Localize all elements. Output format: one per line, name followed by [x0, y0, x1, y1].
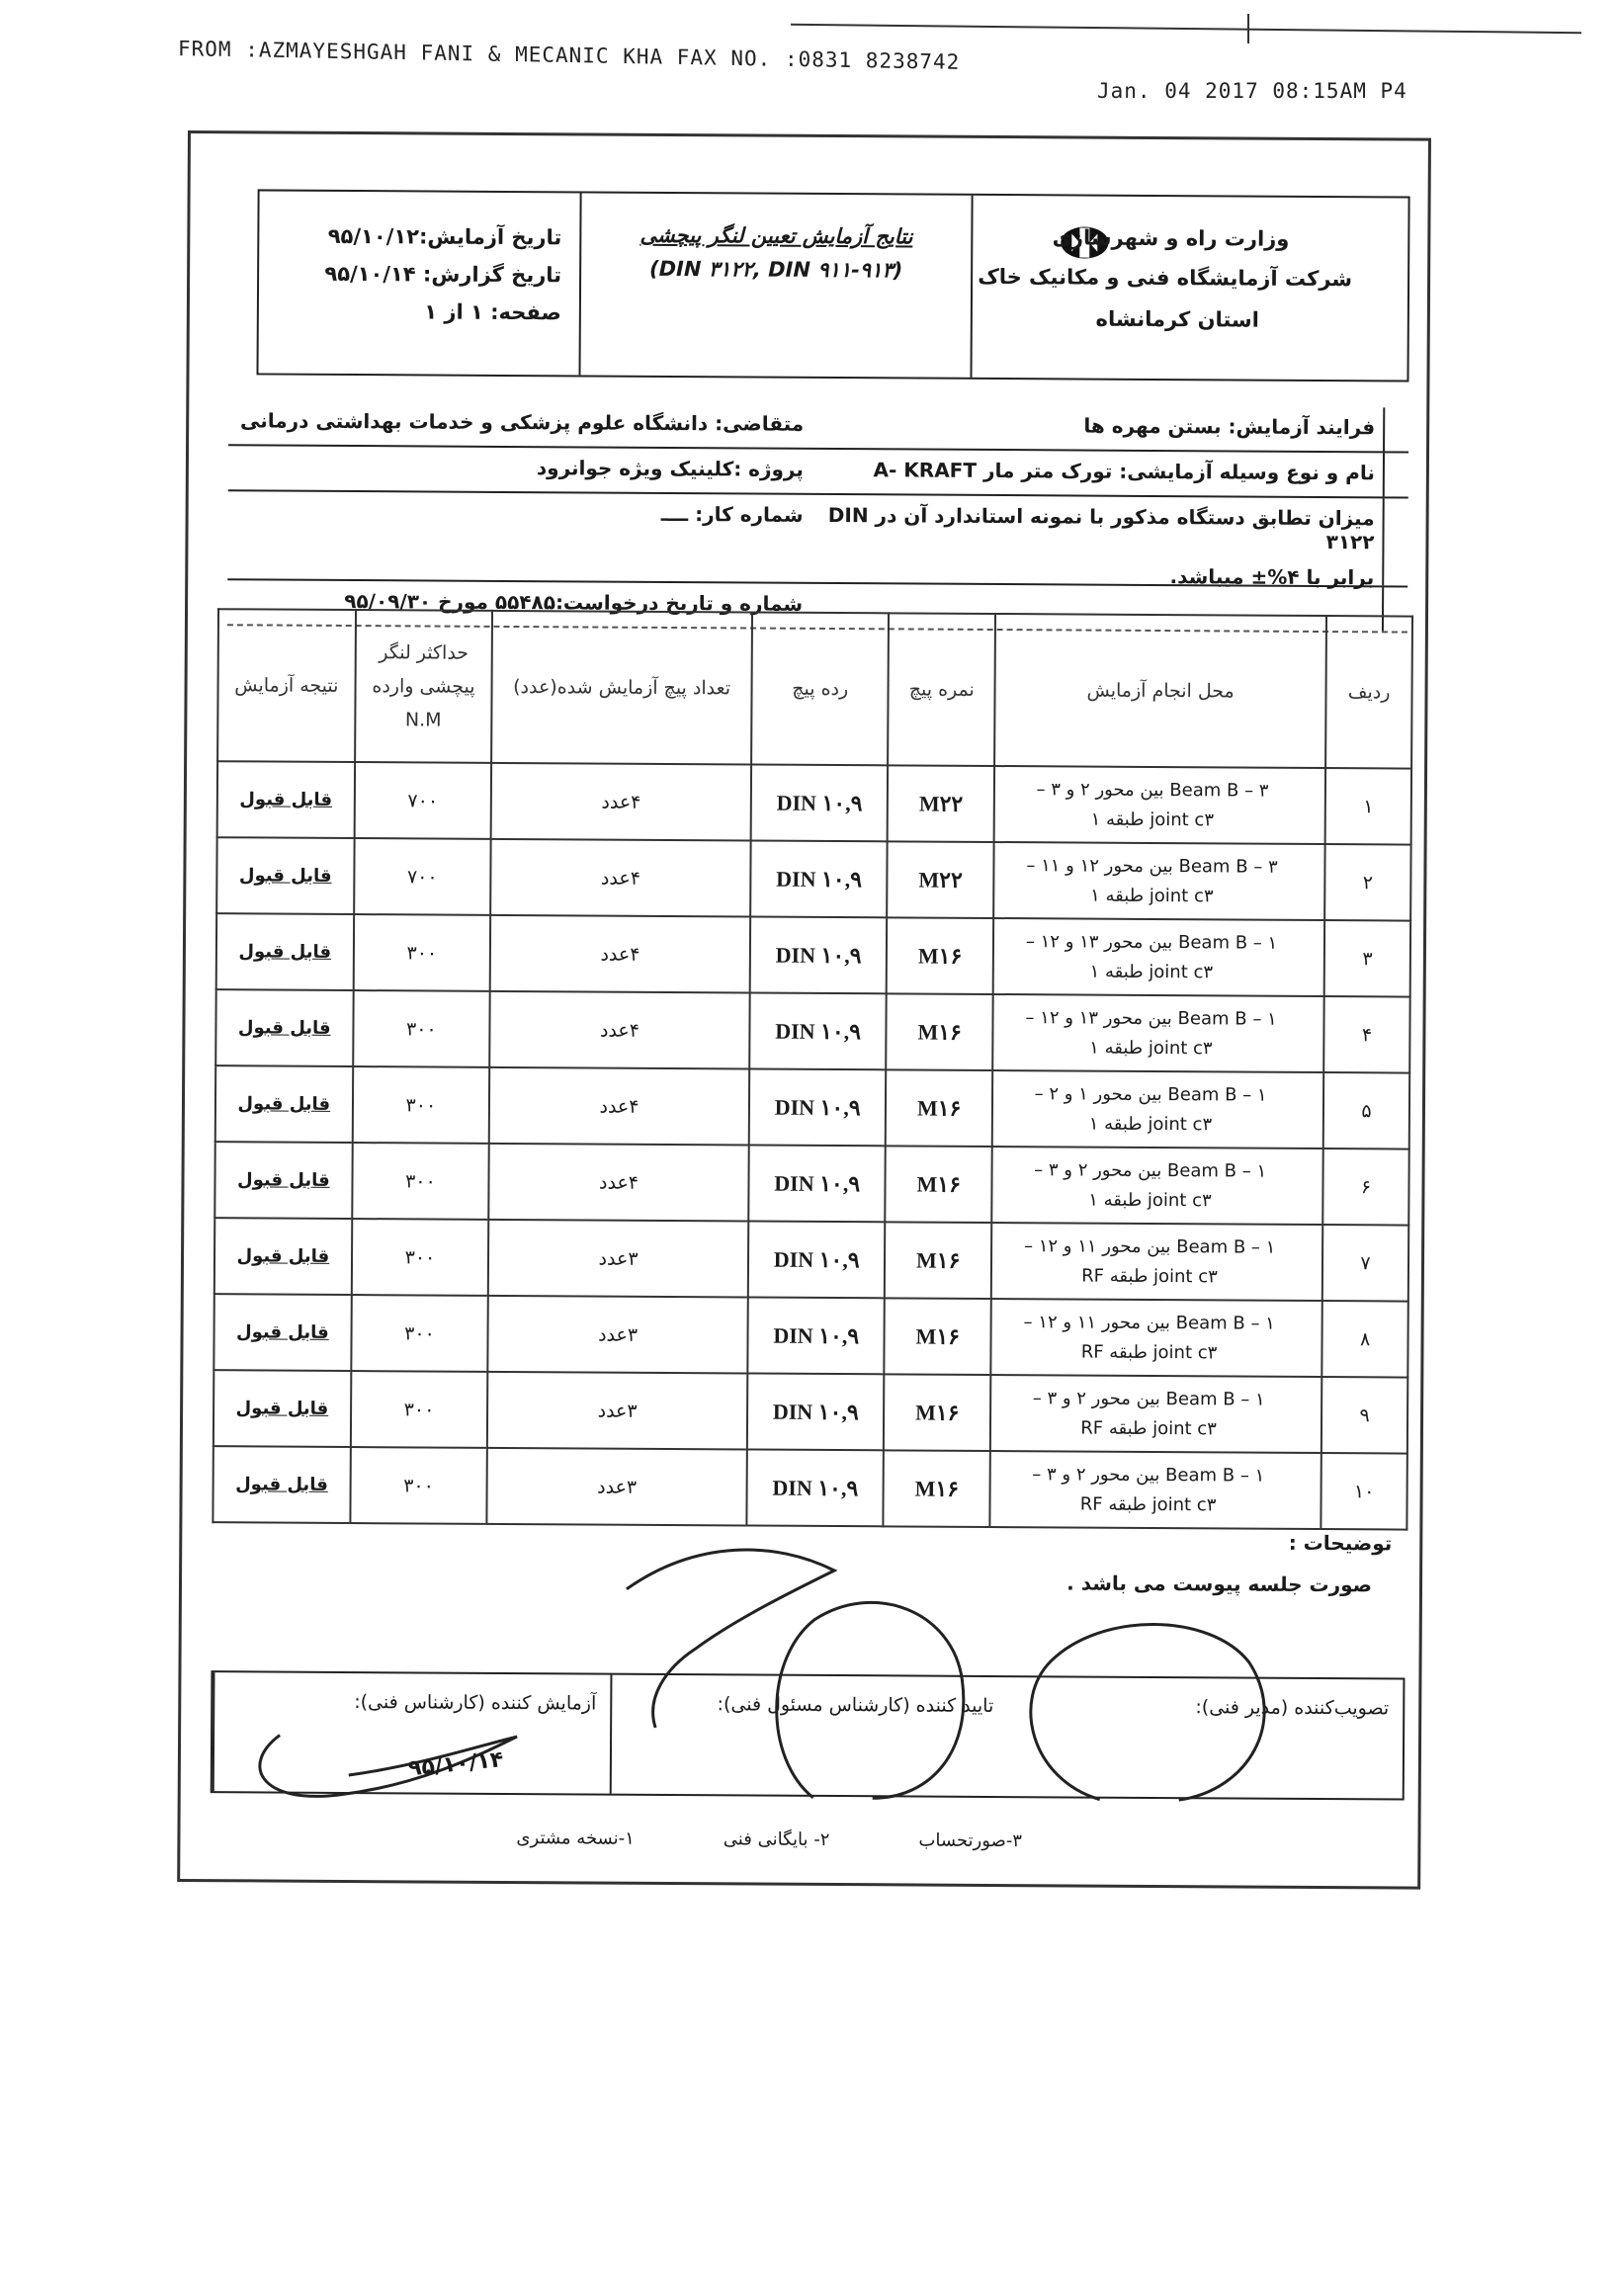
cell-row-number: ۶: [1322, 1148, 1408, 1226]
location-line: joint c۳ طبقه ۱: [1089, 961, 1214, 982]
cell-bolt-count: ۴عدد: [490, 839, 750, 917]
cell-test-result: قابل قبول: [214, 1142, 352, 1219]
report-title-block: [578, 193, 971, 377]
info-row: [228, 446, 1408, 498]
info-row: [227, 491, 1408, 590]
cell-bolt-grade: DIN ۱۰,۹: [751, 764, 889, 841]
location-line: joint c۳ طبقه RF: [1080, 1341, 1218, 1363]
copy-customer: ۱-نسخه مشتری: [516, 1828, 635, 1849]
col-nut: نمره پیچ: [889, 613, 995, 766]
signature-verifier: تایید کننده (کارشناس مسئول فنی):: [610, 1675, 1008, 1796]
cell-nut-size: M۱۶: [884, 1450, 990, 1527]
copy-archive: ۲- بایگانی فنی: [723, 1828, 830, 1850]
org-ministry: وزارت راه و شهرسازی: [1052, 225, 1290, 251]
signature-tester: آزمایش کننده (کارشناس فنی):: [213, 1672, 611, 1793]
cell-test-result: قابل قبول: [214, 1218, 352, 1295]
col-count: تعداد پیچ آزمایش شده(عدد): [491, 611, 752, 765]
cell-bolt-grade: DIN ۱۰,۹: [750, 840, 888, 917]
cell-location: [990, 1375, 1322, 1453]
cell-max-torque: ۳۰۰: [351, 1371, 488, 1448]
cell-row-number: ۴: [1323, 996, 1409, 1073]
cell-max-torque: ۳۰۰: [352, 1066, 489, 1144]
cell-bolt-grade: DIN ۱۰,۹: [747, 1373, 885, 1450]
cell-location: [989, 1451, 1321, 1529]
col-location: محل انجام آزمایش: [994, 614, 1326, 768]
cell-bolt-grade: DIN ۱۰,۹: [747, 1297, 885, 1374]
test-process: فرایند آزمایش: بستن مهره ها: [811, 404, 1385, 452]
cell-bolt-count: ۴عدد: [489, 991, 749, 1069]
copy-invoice: ۳-صورتحساب: [918, 1829, 1023, 1852]
cell-test-result: قابل قبول: [215, 1065, 353, 1143]
location-line: ۱ – Beam B بین محور ۱۳ و ۱۲ –: [1025, 930, 1278, 954]
cell-max-torque: ۷۰۰: [354, 762, 491, 839]
cell-nut-size: M۱۶: [885, 1222, 991, 1299]
location-line: ۱ – Beam B بین محور ۱ و ۲ –: [1034, 1082, 1267, 1106]
cell-bolt-grade: DIN ۱۰,۹: [746, 1449, 884, 1526]
cell-location: [991, 1147, 1323, 1225]
table-header-row: [217, 609, 1412, 768]
table-row: [215, 1065, 1409, 1148]
fax-datetime: Jan. 04 2017 08:15AM P4: [1097, 79, 1407, 103]
cell-bolt-count: ۴عدد: [490, 915, 750, 993]
table-row: [216, 837, 1410, 920]
fax-from-line: FROM :AZMAYESHGAH FANI & MECANIC KHA FAX NO. :0831 8238742: [178, 37, 961, 74]
compliance-line-2: برابر با ۴%± میباشد.: [1169, 564, 1375, 590]
col-row: ردیف: [1325, 616, 1412, 769]
cell-nut-size: M۱۶: [886, 1069, 992, 1147]
cell-row-number: ۳: [1324, 920, 1410, 997]
cell-max-torque: ۷۰۰: [354, 838, 491, 915]
cell-nut-size: M۱۶: [884, 1374, 990, 1451]
signature-approver: تصویب‌کننده (مدیر فنی):: [1195, 1696, 1390, 1720]
report-date: تاریخ گزارش: ۹۵/۱۰/۱۴: [324, 261, 562, 288]
cell-row-number: ۱۰: [1321, 1453, 1407, 1530]
request-number-date: شماره و تاریخ درخواست:۵۵۴۸۵ مورخ ۹۵/۰۹/۳۰: [344, 588, 804, 616]
cell-nut-size: M۱۶: [887, 917, 993, 994]
org-company: شرکت آزمایشگاه فنی و مکانیک خاک: [978, 264, 1353, 292]
handwritten-approval-date: ۹۵/۱۰/۱۴: [406, 1746, 505, 1782]
cell-test-result: قابل قبول: [215, 989, 353, 1066]
test-device: نام و نوع وسیله آزمایشی: تورک متر مار A- KRAFT: [811, 450, 1385, 497]
col-grade: رده پیچ: [751, 612, 890, 765]
cell-nut-size: M۲۲: [888, 765, 994, 842]
cell-bolt-count: ۳عدد: [487, 1448, 747, 1526]
report-dates: [259, 191, 580, 375]
notes: [1066, 1520, 1392, 1605]
cell-bolt-count: ۳عدد: [488, 1220, 748, 1298]
cell-bolt-count: ۴عدد: [489, 1067, 749, 1146]
copy-distribution: [516, 1828, 1376, 1853]
cell-max-torque: ۳۰۰: [352, 1143, 489, 1220]
cell-row-number: ۸: [1321, 1301, 1407, 1378]
test-date: تاریخ آزمایش:۹۵/۱۰/۱۲: [327, 223, 562, 250]
cell-max-torque: ۳۰۰: [351, 1295, 488, 1372]
cell-row-number: ۲: [1324, 844, 1410, 921]
table-row: [214, 1142, 1408, 1225]
compliance-line-1: میزان تطابق دستگاه مذکور با نمونه استاندارد آن در DIN ۳۱۲۲: [827, 502, 1375, 554]
cell-row-number: ۱: [1325, 768, 1411, 845]
cell-location: [992, 994, 1324, 1072]
cell-bolt-grade: DIN ۱۰,۹: [749, 992, 887, 1069]
cell-bolt-count: ۴عدد: [491, 763, 751, 841]
cell-bolt-grade: DIN ۱۰,۹: [748, 1145, 886, 1222]
cell-nut-size: M۱۶: [885, 1298, 991, 1375]
cell-row-number: ۹: [1321, 1377, 1407, 1454]
cell-row-number: ۷: [1322, 1225, 1408, 1302]
cell-nut-size: M۲۲: [888, 841, 994, 918]
cell-bolt-grade: DIN ۱۰,۹: [750, 916, 888, 993]
cell-nut-size: M۱۶: [886, 1146, 992, 1223]
cell-max-torque: ۳۰۰: [353, 990, 490, 1067]
signature-row: [211, 1670, 1406, 1800]
col-result: نتیجه آزمایش: [217, 609, 356, 762]
applicant: متقاضی: دانشگاه علوم پزشکی و خدمات بهداشتی درمانی: [239, 408, 805, 436]
cell-bolt-grade: DIN ۱۰,۹: [749, 1068, 887, 1146]
cell-location: [993, 918, 1325, 996]
location-line: ۳ – Beam B بین محور ۲ و ۳ –: [1036, 778, 1269, 802]
table-row: [213, 1294, 1407, 1377]
cell-test-result: قابل قبول: [213, 1294, 351, 1371]
cell-location: [990, 1299, 1322, 1377]
device-compliance: [810, 495, 1385, 590]
col-torque: حداکثر لنگر پیچشی وارده N.M: [355, 610, 493, 763]
notes-label: توضیحات :: [1288, 1530, 1393, 1556]
cell-bolt-count: ۴عدد: [488, 1144, 748, 1222]
cell-bolt-grade: DIN ۱۰,۹: [748, 1221, 886, 1298]
cell-location: [991, 1223, 1323, 1301]
location-line: ۱ – Beam B بین محور ۱۱ و ۱۲ –: [1023, 1311, 1275, 1334]
cell-max-torque: ۳۰۰: [350, 1447, 487, 1524]
cell-row-number: ۵: [1323, 1072, 1409, 1149]
info-row: [228, 400, 1408, 453]
location-line: joint c۳ طبقه RF: [1081, 1265, 1218, 1287]
report-header: [256, 189, 1409, 382]
cell-test-result: قابل قبول: [216, 837, 354, 914]
table-row: [216, 913, 1410, 996]
cell-max-torque: ۳۰۰: [353, 914, 490, 991]
fax-top-rule: [791, 24, 1581, 34]
cell-test-result: قابل قبول: [213, 1370, 351, 1447]
org-province: استان کرمانشاه: [1095, 306, 1259, 332]
report-title: نتایج آزمایش تعیین لنگر پیچشی: [639, 222, 913, 249]
results-table: [212, 608, 1413, 1530]
organization-block: [970, 196, 1407, 381]
cell-location: [994, 766, 1326, 844]
cell-location: [992, 1070, 1324, 1148]
results-table-body: [213, 761, 1411, 1529]
work-number: شماره کار: ــــ: [660, 501, 804, 527]
cell-bolt-count: ۳عدد: [487, 1372, 747, 1450]
cell-bolt-count: ۳عدد: [488, 1296, 748, 1374]
location-line: ۱ – Beam B بین محور ۱۳ و ۱۲ –: [1025, 1006, 1277, 1030]
table-row: [215, 989, 1409, 1072]
location-line: joint c۳ طبقه ۱: [1090, 885, 1214, 906]
page-number: صفحه: ۱ از ۱: [424, 299, 561, 325]
location-line: joint c۳ طبقه RF: [1080, 1417, 1217, 1439]
cell-test-result: قابل قبول: [216, 913, 354, 990]
table-row: [214, 1218, 1408, 1301]
location-line: joint c۳ طبقه ۱: [1088, 1189, 1212, 1211]
location-line: ۱ – Beam B بین محور ۲ و ۳ –: [1034, 1158, 1267, 1182]
location-line: joint c۳ طبقه ۱: [1090, 808, 1215, 830]
location-line: joint c۳ طبقه ۱: [1089, 1037, 1213, 1059]
info-block: [227, 400, 1408, 633]
cell-test-result: قابل قبول: [213, 1446, 350, 1523]
project: پروژه :کلینیک ویژه جوانرود: [536, 456, 804, 481]
cell-location: [993, 842, 1325, 920]
location-line: ۱ – Beam B بین محور ۲ و ۳ –: [1032, 1463, 1265, 1487]
location-line: ۳ – Beam B بین محور ۱۲ و ۱۱ –: [1026, 854, 1278, 878]
fax-top-mark: [1247, 14, 1249, 43]
cell-test-result: قابل قبول: [217, 761, 355, 838]
report-sheet: [177, 130, 1431, 1890]
location-line: joint c۳ طبقه RF: [1079, 1493, 1217, 1515]
cell-nut-size: M۱۶: [887, 993, 993, 1070]
location-line: joint c۳ طبقه ۱: [1088, 1113, 1213, 1135]
table-row: [217, 761, 1411, 844]
notes-text: صورت جلسه پیوست می باشد .: [1066, 1571, 1373, 1597]
location-line: ۱ – Beam B بین محور ۱۱ و ۱۲ –: [1023, 1234, 1276, 1258]
report-standards: (DIN ۳۱۲۲, DIN ۹۱۱-۹۱۳): [648, 256, 903, 283]
cell-max-torque: ۳۰۰: [351, 1219, 488, 1296]
table-row: [213, 1370, 1407, 1453]
location-line: ۱ – Beam B بین محور ۲ و ۳ –: [1032, 1387, 1265, 1410]
table-row: [213, 1446, 1406, 1529]
